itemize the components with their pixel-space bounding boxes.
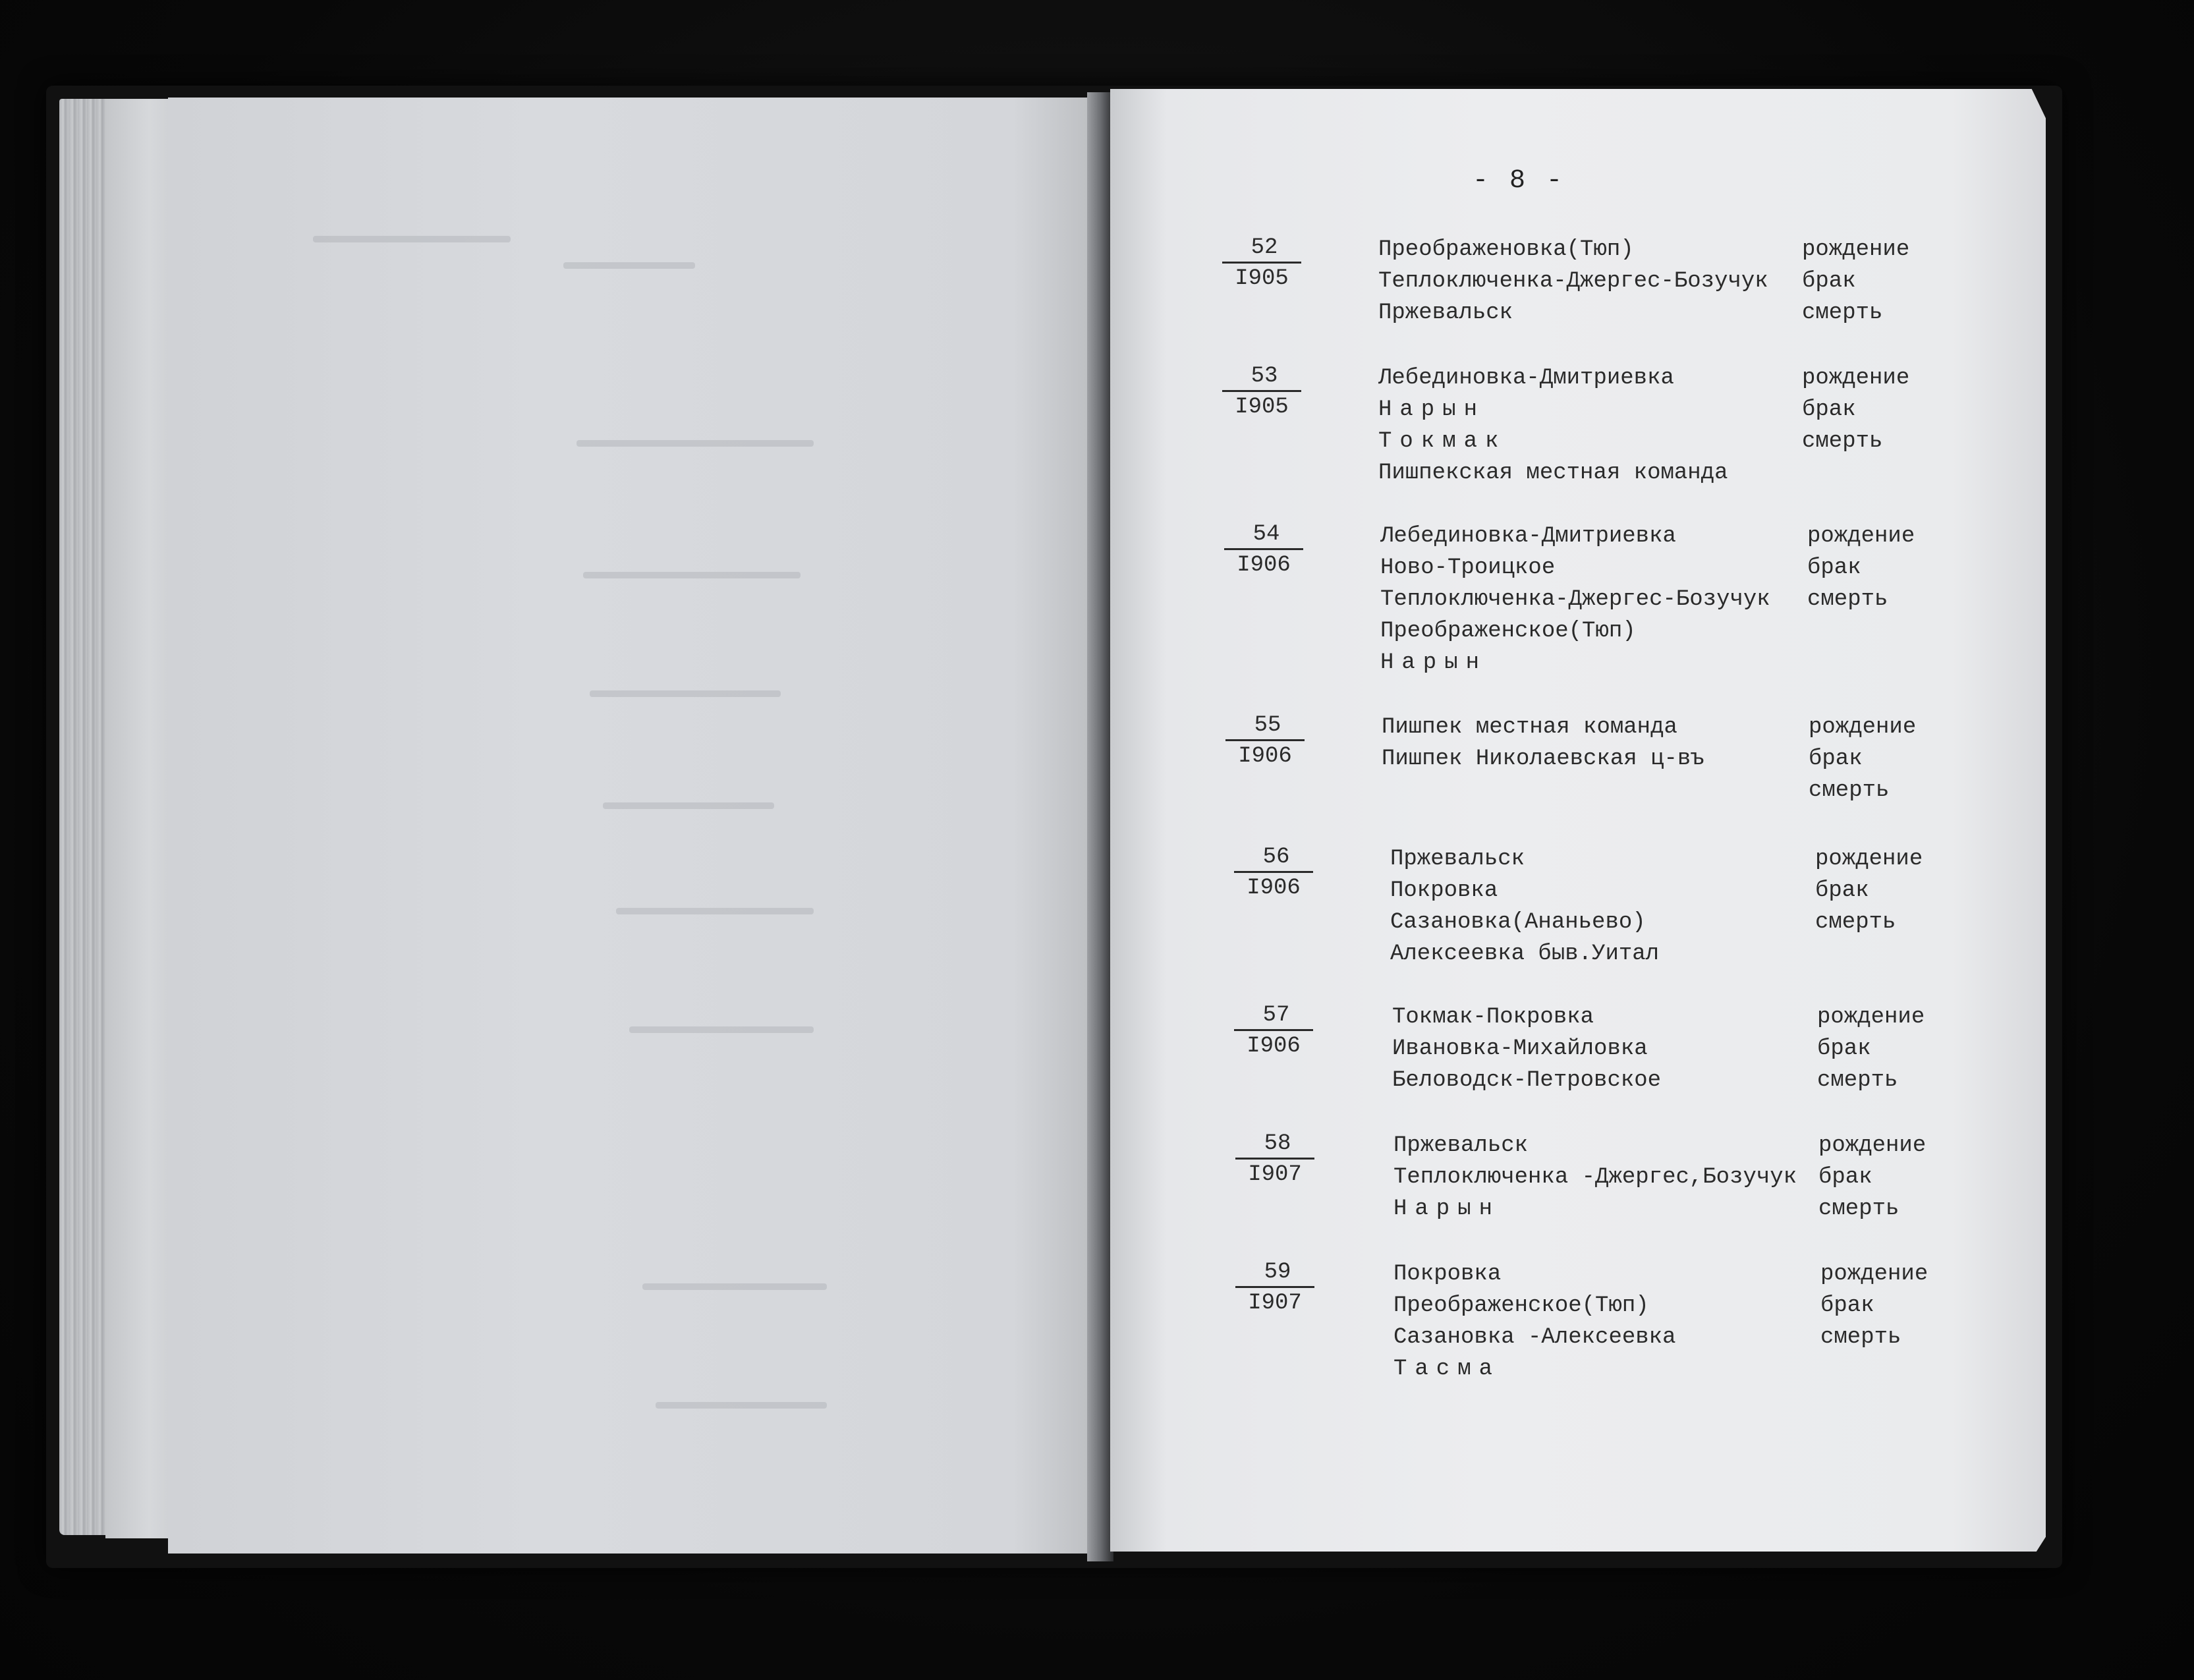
- bleed-through-mark: [583, 572, 801, 578]
- event-list: [1802, 234, 1909, 329]
- place-name: Преображенское(Тюп): [1380, 619, 1636, 644]
- place-name: Нарын: [1393, 1196, 1501, 1221]
- event-type: смерть: [1807, 587, 1888, 612]
- place-name: Пржевальск: [1390, 847, 1525, 872]
- event-type: смерть: [1815, 910, 1896, 935]
- page-edges-inner: [105, 99, 178, 1538]
- fond-number: 57: [1234, 1001, 1313, 1031]
- book-gutter: [1087, 92, 1113, 1561]
- place-name: Пржевальск: [1393, 1133, 1529, 1158]
- fond-number: 54: [1224, 520, 1303, 550]
- place-list: [1382, 712, 1704, 775]
- event-list: [1820, 1258, 1928, 1353]
- fond-number: 53: [1222, 362, 1301, 392]
- event-list: [1802, 362, 1909, 457]
- entry-number: [1224, 520, 1303, 580]
- event-list: [1818, 1130, 1926, 1225]
- event-type: смерть: [1802, 429, 1883, 454]
- fond-number: 59: [1235, 1258, 1314, 1288]
- place-name: Алексеевка быв.Уитал: [1390, 941, 1660, 966]
- event-type: рождение: [1809, 715, 1917, 740]
- event-type: смерть: [1817, 1068, 1898, 1093]
- entry-number: [1235, 1258, 1314, 1318]
- event-type: рождение: [1807, 524, 1915, 549]
- fond-number: 55: [1225, 712, 1305, 741]
- event-type: рождение: [1815, 847, 1923, 872]
- event-type: смерть: [1802, 300, 1883, 325]
- entry-year: I906: [1238, 744, 1292, 769]
- event-type: рождение: [1820, 1262, 1928, 1287]
- entry-year: I906: [1247, 876, 1301, 901]
- fond-number: 58: [1235, 1130, 1314, 1160]
- place-name: Пишпек Николаевская ц-въ: [1382, 746, 1704, 771]
- page-number: - 8 -: [1473, 166, 1565, 196]
- place-name: Токмак: [1378, 429, 1507, 454]
- event-type: брак: [1820, 1293, 1874, 1318]
- place-name: Сазановка -Алексеевка: [1393, 1325, 1676, 1350]
- place-name: Преображенское(Тюп): [1393, 1293, 1649, 1318]
- entry-year: I905: [1235, 395, 1289, 420]
- place-name: Теплоключенка-Джергес-Бозучук: [1380, 587, 1770, 612]
- event-type: брак: [1802, 269, 1856, 294]
- place-list: [1378, 362, 1728, 489]
- event-list: [1815, 843, 1923, 938]
- entry-year: I905: [1235, 266, 1289, 291]
- bleed-through-mark: [563, 262, 695, 269]
- place-list: [1393, 1130, 1797, 1225]
- bleed-through-mark: [656, 1402, 827, 1409]
- entry-year: I906: [1247, 1034, 1301, 1059]
- place-name: Беловодск-Петровское: [1392, 1068, 1662, 1093]
- place-list: [1392, 1001, 1661, 1096]
- event-list: [1817, 1001, 1925, 1096]
- bleed-through-mark: [629, 1026, 814, 1033]
- event-type: рождение: [1818, 1133, 1927, 1158]
- place-list: [1378, 234, 1768, 329]
- event-type: смерть: [1820, 1325, 1901, 1350]
- entry-year: I907: [1248, 1162, 1302, 1187]
- event-type: брак: [1818, 1165, 1872, 1190]
- bleed-through-mark: [313, 236, 511, 242]
- place-name: Пржевальск: [1378, 300, 1513, 325]
- event-type: брак: [1802, 397, 1856, 422]
- place-name: Нарын: [1380, 650, 1488, 675]
- event-type: рождение: [1802, 366, 1910, 391]
- place-name: Сазановка(Ананьево): [1390, 910, 1646, 935]
- event-type: брак: [1809, 746, 1863, 771]
- place-name: Лебединовка-Дмитриевка: [1378, 366, 1674, 391]
- place-name: Тасма: [1393, 1357, 1501, 1382]
- place-list: [1393, 1258, 1675, 1385]
- event-type: брак: [1807, 555, 1861, 580]
- event-type: смерть: [1809, 778, 1890, 803]
- entry-number: [1234, 843, 1313, 903]
- place-name: Нарын: [1378, 397, 1486, 422]
- entry-number: [1222, 362, 1301, 422]
- bleed-through-mark: [577, 440, 814, 447]
- place-list: [1390, 843, 1659, 970]
- place-name: Теплоключенка -Джергес,Бозучук: [1393, 1165, 1797, 1190]
- entry-number: [1234, 1001, 1313, 1061]
- place-list: [1380, 520, 1770, 679]
- entry-number: [1222, 234, 1301, 294]
- entry-year: I907: [1248, 1291, 1302, 1316]
- bleed-through-mark: [616, 908, 814, 914]
- place-name: Пишпекская местная команда: [1378, 461, 1728, 486]
- place-name: Теплоключенка-Джергес-Бозучук: [1378, 269, 1768, 294]
- bleed-through-mark: [603, 802, 774, 809]
- event-list: [1809, 712, 1916, 806]
- place-name: Ивановка-Михайловка: [1392, 1036, 1648, 1061]
- entry-year: I906: [1237, 553, 1291, 578]
- place-name: Лебединовка-Дмитриевка: [1380, 524, 1676, 549]
- place-name: Ново-Троицкое: [1380, 555, 1556, 580]
- fond-number: 52: [1222, 234, 1301, 264]
- event-type: смерть: [1818, 1196, 1899, 1221]
- event-list: [1807, 520, 1915, 615]
- place-name: Токмак-Покровка: [1392, 1005, 1594, 1030]
- place-name: Покровка: [1393, 1262, 1502, 1287]
- bleed-through-mark: [642, 1283, 827, 1290]
- entry-number: [1235, 1130, 1314, 1190]
- event-type: брак: [1817, 1036, 1871, 1061]
- place-name: Пишпек местная команда: [1382, 715, 1677, 740]
- fond-number: 56: [1234, 843, 1313, 873]
- bleed-through-mark: [590, 690, 781, 697]
- event-type: рождение: [1802, 237, 1910, 262]
- place-name: Покровка: [1390, 878, 1498, 903]
- event-type: брак: [1815, 878, 1869, 903]
- event-type: рождение: [1817, 1005, 1925, 1030]
- left-page-blank: [168, 98, 1107, 1554]
- entry-number: [1225, 712, 1305, 771]
- place-name: Преображеновка(Тюп): [1378, 237, 1634, 262]
